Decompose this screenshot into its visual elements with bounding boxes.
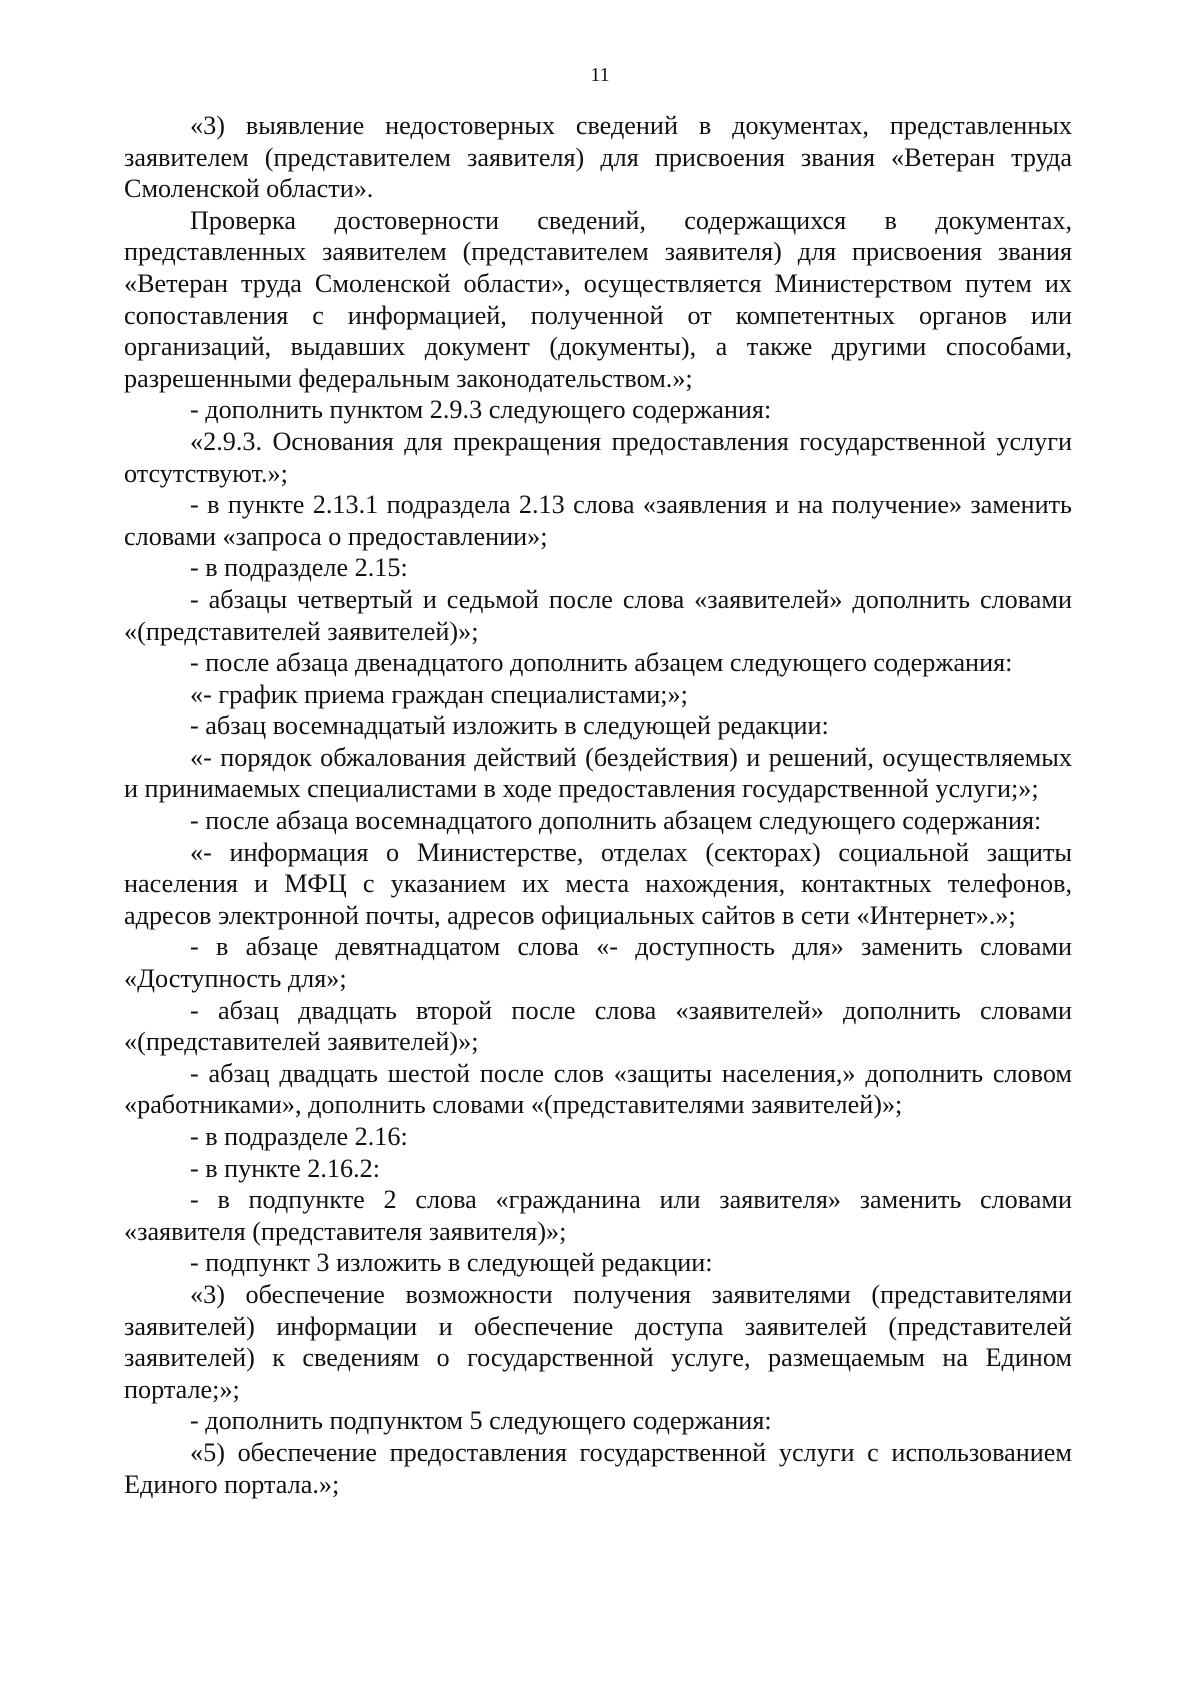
paragraph: - абзац восемнадцатый изложить в следующей редакции: — [190, 711, 829, 741]
paragraph: «5) обеспечение предоставления государственной услуги с использованием Единого портала.»; — [124, 1437, 1072, 1499]
paragraph: - дополнить пунктом 2.9.3 следующего содержания: — [190, 395, 772, 425]
paragraph: «- информация о Министерстве, отделах (секторах) социальной защиты населения и МФЦ с указанием их места нахождения, контактных телефонов, адресов электронной почты, адресов официальных сайтов в сети «Интернет».»; — [124, 837, 1072, 930]
paragraph: - абзац двадцать шестой после слов «защиты населения,» дополнить словом «работниками», дополнить словами «(представителями заявителей)»; — [124, 1058, 1072, 1120]
paragraph: - в пункте 2.13.1 подраздела 2.13 слова «заявления и на получение» заменить словами «запроса о предоставлении»; — [124, 490, 1072, 551]
paragraph: «2.9.3. Основания для прекращения предоставления государственной услуги отсутствуют.»; — [124, 426, 1072, 488]
paragraph: «3) обеспечение возможности получения заявителями (представителями заявителей) информации и обеспечение доступа заявителей (представителей заявителей) к сведениям о государственной услуге, размещаемым на Едином портале;»; — [124, 1279, 1072, 1404]
paragraph: «- график приема граждан специалистами;»; — [190, 679, 688, 709]
paragraph: - в подразделе 2.15: — [190, 553, 408, 583]
paragraph: «3) выявление недостоверных сведений в документах, представленных заявителем (представителем заявителя) для присвоения звания «Ветеран труда Смоленской области». — [124, 111, 1072, 204]
paragraph: - после абзаца восемнадцатого дополнить абзацем следующего содержания: — [190, 806, 1042, 836]
paragraph: - абзац двадцать второй после слова «заявителей» дополнить словами «(представителей заявителей)»; — [124, 995, 1072, 1057]
paragraph: - в подпункте 2 слова «гражданина или заявителя» заменить словами «заявителя (представителя заявителя)»; — [124, 1185, 1072, 1246]
paragraph: - абзацы четвертый и седьмой после слова «заявителей» дополнить словами «(представителей заявителей)»; — [124, 584, 1072, 646]
paragraph: «- порядок обжалования действий (бездействия) и решений, осуществляемых и принимаемых специалистами в ходе предоставления государственной услуги;»; — [124, 742, 1072, 804]
document-body — [124, 110, 1072, 1500]
paragraph: - подпункт 3 изложить в следующей редакции: — [190, 1248, 713, 1278]
paragraph: - в подразделе 2.16: — [190, 1122, 408, 1151]
paragraph: - дополнить подпунктом 5 следующего содержания: — [190, 1406, 772, 1436]
page-number: 11 — [590, 64, 610, 86]
paragraph: - в пункте 2.16.2: — [190, 1153, 381, 1183]
paragraph: - после абзаца двенадцатого дополнить абзацем следующего содержания: — [190, 648, 1013, 678]
paragraph: Проверка достоверности сведений, содержащихся в документах, представленных заявителем (представителем заявителя) для присвоения звания «Ветеран труда Смоленской области», осуществляется Министерством путем их сопоставления с информацией, полученной от компетентных органов или организаций, выдавших документ (документы), а также другими способами, разрешенными федеральным законодательством.»; — [124, 205, 1072, 393]
paragraph: - в абзаце девятнадцатом слова «- доступность для» заменить словами «Доступность для»; — [124, 932, 1072, 994]
